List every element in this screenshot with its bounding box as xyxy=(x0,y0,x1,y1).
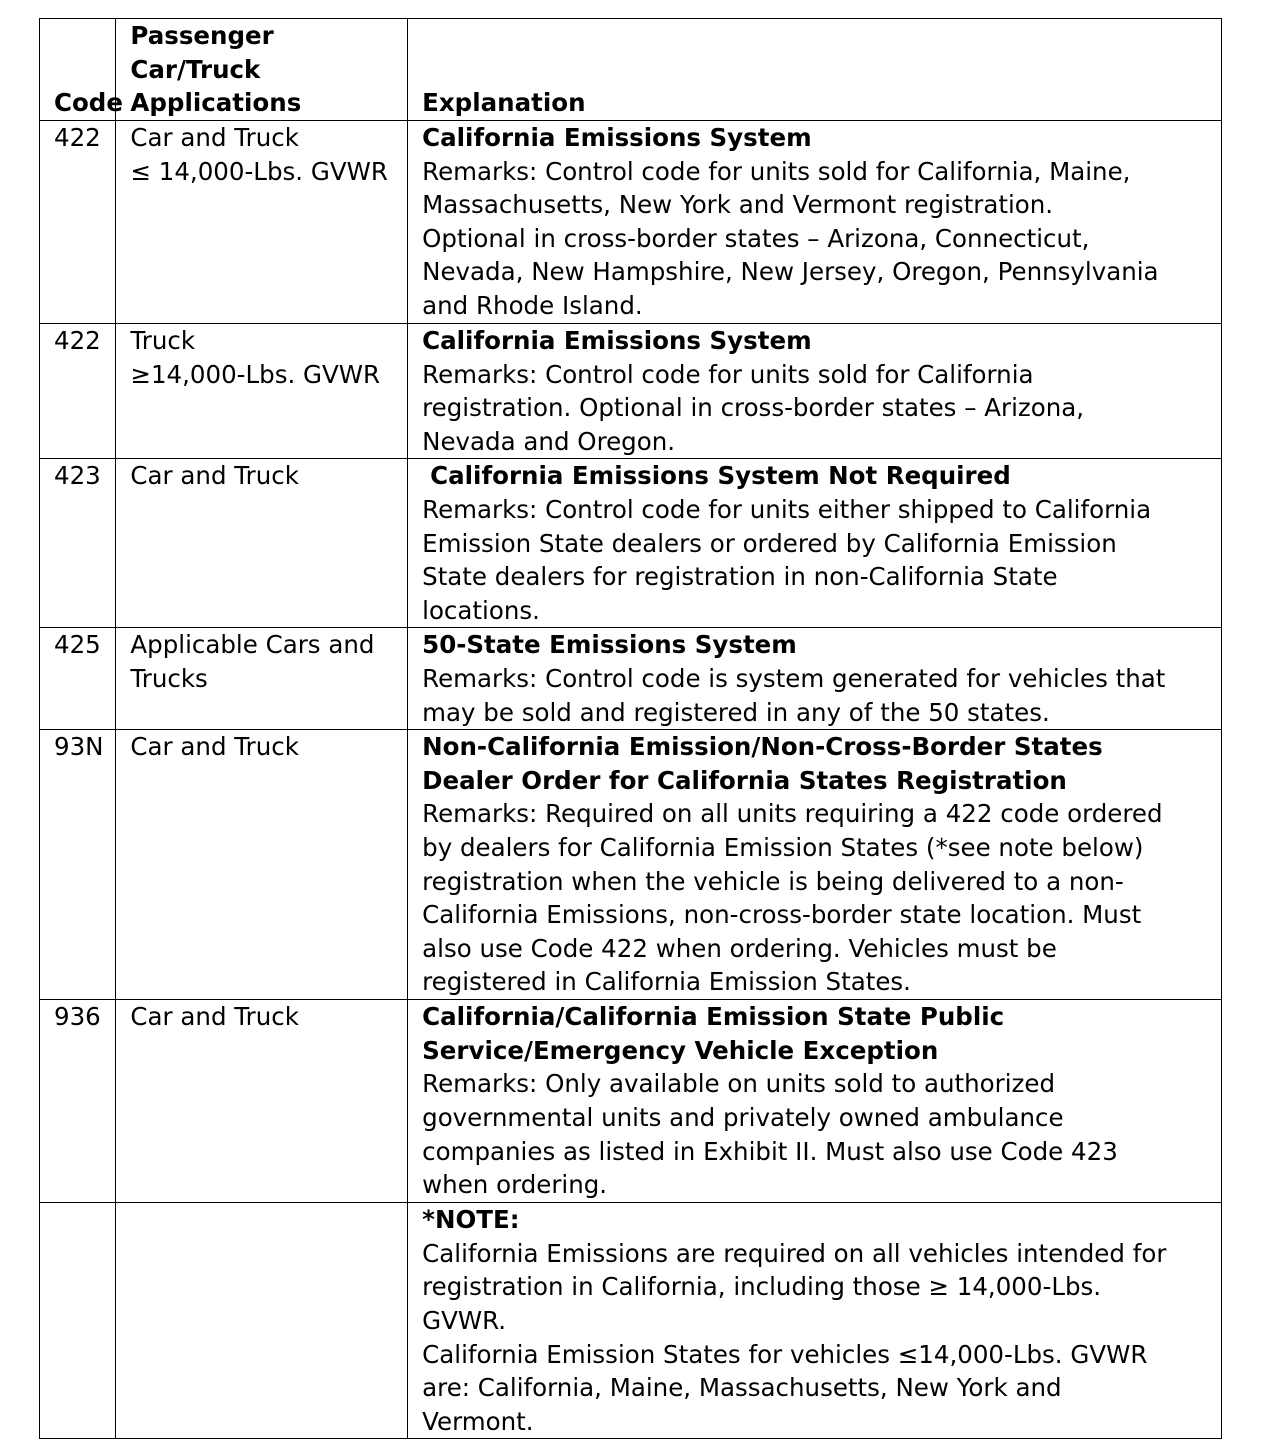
explanation-title: Service/Emergency Vehicle Exception xyxy=(422,1035,939,1065)
code-cell-empty xyxy=(40,1203,116,1439)
table-row xyxy=(40,628,1222,730)
code-value: 425 xyxy=(54,630,101,660)
remark-line: by dealers for California Emission States (*see note below) xyxy=(422,832,1144,862)
remark-line: Remarks: Control code for units either shipped to California xyxy=(422,494,1152,524)
code-value: 422 xyxy=(54,123,101,152)
applications-cell-empty xyxy=(116,1203,408,1439)
header-code-label: Code xyxy=(54,88,123,118)
remark-line: Optional in cross-border states – Arizona, Connecticut, xyxy=(422,223,1090,253)
note-line: are: California, Maine, Massachusetts, New York and xyxy=(422,1373,1062,1403)
explanation-title: California/California Emission State Public xyxy=(422,1002,1005,1032)
remark-line: companies as listed in Exhibit II. Must also use Code 423 xyxy=(422,1136,1118,1166)
note-line: registration in California, including those ≥ 14,000-Lbs. xyxy=(422,1272,1102,1302)
table-row xyxy=(40,1000,1222,1203)
applications-cell xyxy=(116,628,408,730)
explanation-cell xyxy=(408,459,1222,628)
remark-line: Emission State dealers or ordered by California Emission xyxy=(422,528,1117,558)
code-cell xyxy=(40,628,116,730)
header-explanation xyxy=(408,19,1222,121)
code-value: 936 xyxy=(54,1002,101,1032)
remark-line: Remarks: Control code is system generated for vehicles that xyxy=(422,663,1166,693)
table-row xyxy=(40,121,1222,324)
note-row xyxy=(40,1203,1222,1439)
explanation-cell xyxy=(408,628,1222,730)
remark-line: registration. Optional in cross-border states – Arizona, xyxy=(422,393,1085,423)
explanation-cell xyxy=(408,121,1222,324)
note-line: Vermont. xyxy=(422,1406,534,1436)
note-cell xyxy=(408,1203,1222,1439)
applications-line: ≤ 14,000-Lbs. GVWR xyxy=(130,156,388,186)
explanation-title: California Emissions System Not Required xyxy=(430,461,1011,491)
applications-line: Car and Truck xyxy=(130,732,299,762)
emissions-code-table xyxy=(39,18,1222,1439)
remark-line: may be sold and registered in any of the 50 states. xyxy=(422,697,1050,727)
explanation-title: Dealer Order for California States Registration xyxy=(422,765,1067,795)
header-explanation-label: Explanation xyxy=(422,88,586,118)
note-line: California Emission States for vehicles ≤14,000-Lbs. GVWR xyxy=(422,1339,1148,1369)
explanation-title: 50-State Emissions System xyxy=(422,630,797,660)
remark-line: Massachusetts, New York and Vermont registration. xyxy=(422,190,1054,220)
remark-line: Remarks: Only available on units sold to authorized xyxy=(422,1069,1056,1099)
code-cell xyxy=(40,459,116,628)
header-applications-line: Applications xyxy=(130,88,302,118)
remark-line: locations. xyxy=(422,595,540,625)
applications-line: Car and Truck xyxy=(130,1002,299,1032)
remark-line: Nevada and Oregon. xyxy=(422,426,676,456)
code-cell xyxy=(40,730,116,1000)
remark-line: Nevada, New Hampshire, New Jersey, Oregon, Pennsylvania xyxy=(422,257,1159,287)
note-title: *NOTE: xyxy=(422,1205,520,1235)
explanation-cell xyxy=(408,730,1222,1000)
remark-line: registration when the vehicle is being delivered to a non- xyxy=(422,866,1124,896)
remark-line: State dealers for registration in non-California State xyxy=(422,562,1058,592)
explanation-cell xyxy=(408,324,1222,459)
table-row xyxy=(40,459,1222,628)
note-line: California Emissions are required on all vehicles intended for xyxy=(422,1238,1167,1268)
code-value: 93N xyxy=(54,732,104,762)
header-row xyxy=(40,19,1222,121)
explanation-title: California Emissions System xyxy=(422,123,812,152)
remark-line: governmental units and privately owned ambulance xyxy=(422,1102,1064,1132)
explanation-title: California Emissions System xyxy=(422,326,812,355)
applications-line: Truck xyxy=(130,326,196,355)
explanation-cell xyxy=(408,1000,1222,1203)
table-row xyxy=(40,730,1222,1000)
remark-line: California Emissions, non-cross-border state location. Must xyxy=(422,900,1142,930)
applications-line: Applicable Cars and xyxy=(130,630,375,660)
code-value: 423 xyxy=(54,461,101,491)
applications-cell xyxy=(116,1000,408,1203)
code-cell xyxy=(40,324,116,459)
table-row xyxy=(40,324,1222,459)
applications-line: Car and Truck xyxy=(130,461,299,491)
applications-line: ≥14,000-Lbs. GVWR xyxy=(130,359,381,389)
header-code xyxy=(40,19,123,121)
remark-line: Remarks: Control code for units sold for California xyxy=(422,359,1034,389)
remark-line: and Rhode Island. xyxy=(422,290,643,320)
applications-cell xyxy=(116,324,408,459)
applications-cell xyxy=(116,121,408,324)
applications-cell xyxy=(116,459,408,628)
applications-line: Trucks xyxy=(130,663,208,693)
header-applications-line: Passenger xyxy=(130,21,274,51)
explanation-title: Non-California Emission/Non-Cross-Border States xyxy=(422,732,1103,762)
remark-line: when ordering. xyxy=(422,1170,608,1200)
code-cell xyxy=(40,121,116,324)
remark-line: Remarks: Control code for units sold for California, Maine, xyxy=(422,156,1131,186)
remark-line: registered in California Emission States. xyxy=(422,967,911,997)
applications-cell xyxy=(116,730,408,1000)
header-applications xyxy=(116,19,408,121)
header-applications-line: Car/Truck xyxy=(130,54,261,84)
remark-line: also use Code 422 when ordering. Vehicles must be xyxy=(422,933,1057,963)
applications-line: Car and Truck xyxy=(130,123,299,152)
remark-line: Remarks: Required on all units requiring a 422 code ordered xyxy=(422,799,1163,829)
code-value: 422 xyxy=(54,326,101,355)
code-cell xyxy=(40,1000,116,1203)
note-line: GVWR. xyxy=(422,1305,507,1335)
